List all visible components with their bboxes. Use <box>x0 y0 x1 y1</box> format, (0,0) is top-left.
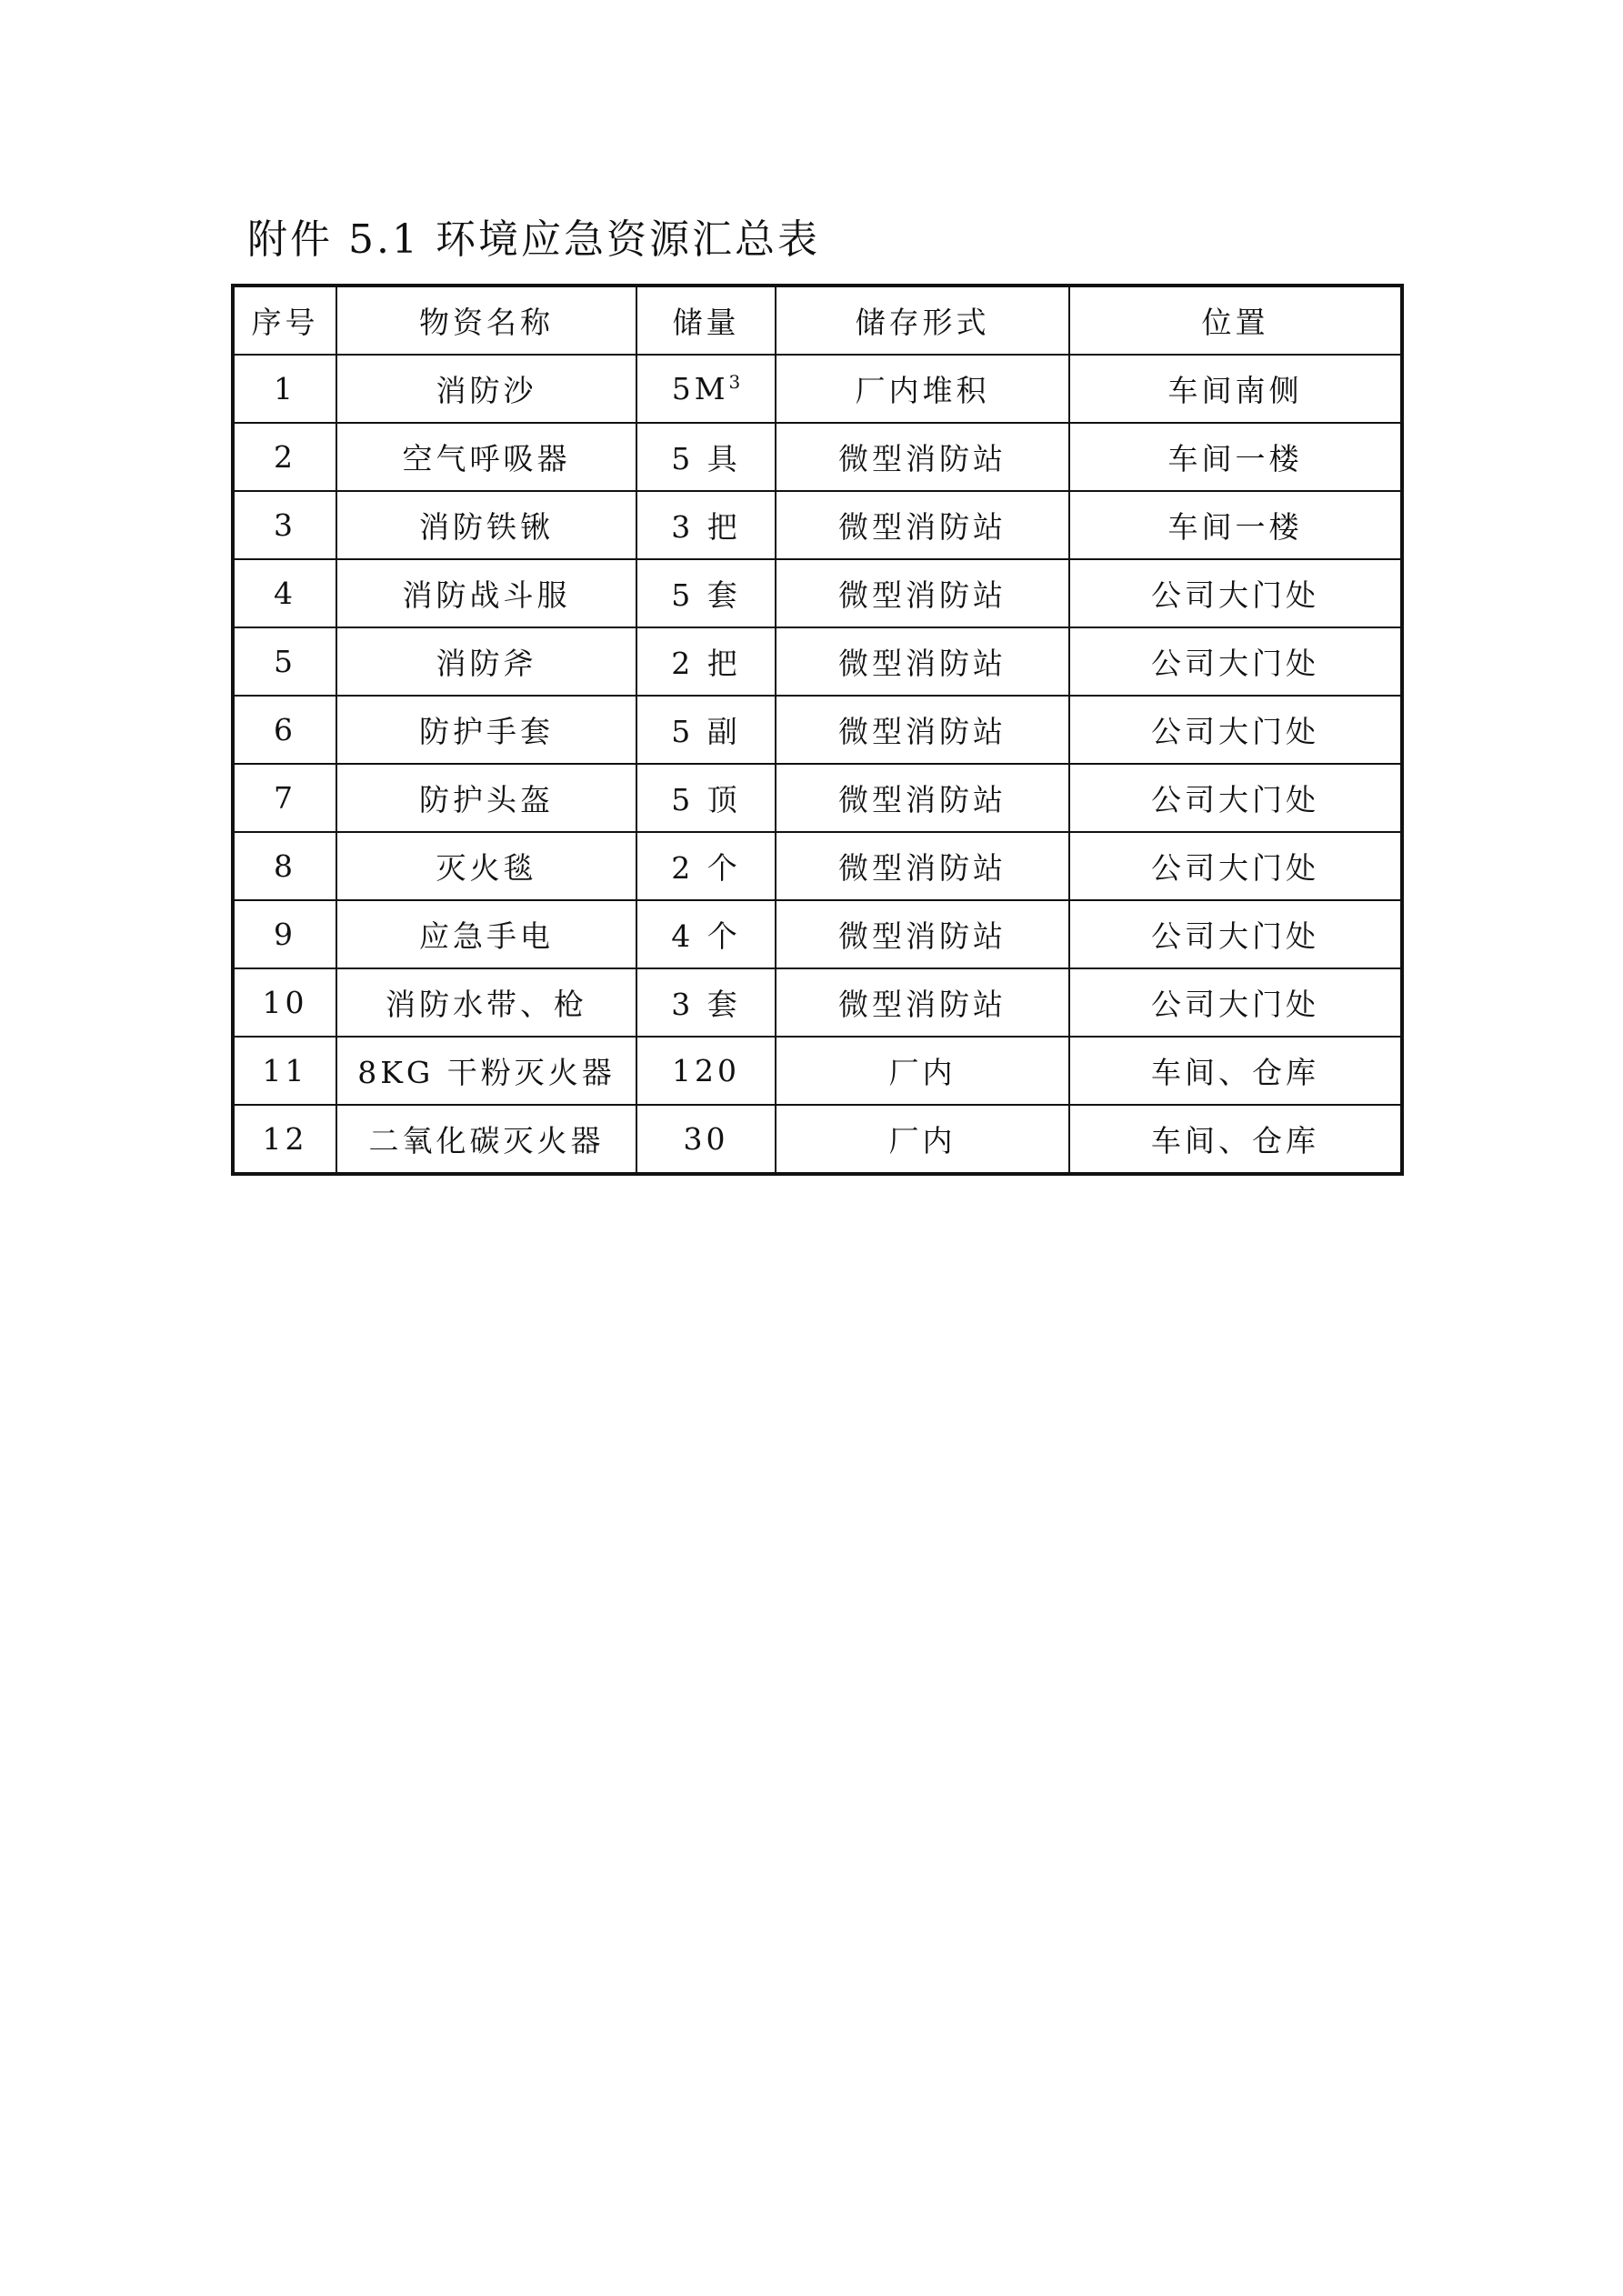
cell-quantity-text: 5M <box>671 371 729 406</box>
cell-quantity <box>636 832 776 900</box>
header-qty: 储量 <box>636 286 776 355</box>
cell-quantity <box>636 696 776 764</box>
cell-location <box>1069 968 1402 1037</box>
cell-seq-text: 10 <box>262 985 308 1020</box>
table-body <box>233 355 1402 1174</box>
cell-quantity-text: 5 具 <box>671 441 741 476</box>
cell-location <box>1069 832 1402 900</box>
table-row <box>233 696 1402 764</box>
table-row <box>233 423 1402 491</box>
resource-table-container <box>231 284 1400 1176</box>
cell-item-name-text: 防护头盔 <box>419 782 554 817</box>
cell-storage-form <box>776 1105 1069 1174</box>
cell-item-name <box>336 423 636 491</box>
cell-quantity-text: 5 顶 <box>671 782 741 817</box>
cell-item-name <box>336 832 636 900</box>
cell-seq-text: 5 <box>274 644 296 679</box>
cell-seq <box>233 832 336 900</box>
cell-seq-text: 8 <box>274 848 296 884</box>
table-row <box>233 900 1402 968</box>
cell-storage-form-text: 微型消防站 <box>838 850 1007 886</box>
cell-storage-form <box>776 1037 1069 1105</box>
cell-quantity <box>636 900 776 968</box>
cell-item-name <box>336 559 636 627</box>
cell-item-name-text: 消防沙 <box>436 373 537 408</box>
cell-quantity-text: 5 套 <box>671 577 741 613</box>
cell-item-name-text: 消防战斗服 <box>402 577 571 613</box>
cell-location-text: 公司大门处 <box>1151 918 1319 954</box>
table-row <box>233 355 1402 423</box>
cell-quantity-text: 2 个 <box>671 850 741 886</box>
cell-seq-text: 1 <box>274 371 296 406</box>
cell-storage-form <box>776 491 1069 559</box>
cell-item-name-text: 二氧化碳灭火器 <box>368 1123 605 1158</box>
cell-location <box>1069 423 1402 491</box>
table-row <box>233 764 1402 832</box>
cell-seq-text: 4 <box>274 576 296 611</box>
cell-location <box>1069 1105 1402 1174</box>
cell-item-name-text: 消防水带、枪 <box>386 987 587 1022</box>
cell-seq-text: 9 <box>274 917 296 952</box>
cell-location <box>1069 355 1402 423</box>
cell-storage-form <box>776 764 1069 832</box>
cell-location-text: 公司大门处 <box>1151 850 1319 886</box>
table-row <box>233 1037 1402 1105</box>
cell-quantity-text: 120 <box>672 1053 740 1088</box>
cell-item-name-text: 消防斧 <box>436 646 537 681</box>
cell-quantity-text: 3 套 <box>671 987 741 1022</box>
cell-quantity <box>636 627 776 696</box>
cell-location-text: 车间一楼 <box>1167 441 1303 476</box>
cell-seq <box>233 696 336 764</box>
cell-quantity <box>636 491 776 559</box>
table-row <box>233 491 1402 559</box>
cell-item-name-text: 应急手电 <box>419 918 554 954</box>
cell-storage-form <box>776 696 1069 764</box>
cell-seq-text: 6 <box>274 712 296 747</box>
cell-item-name-text: 消防铁锹 <box>419 509 554 545</box>
quantity-superscript: 3 <box>728 371 741 393</box>
cell-quantity-text: 3 把 <box>671 509 741 545</box>
cell-storage-form <box>776 355 1069 423</box>
cell-quantity <box>636 764 776 832</box>
cell-quantity <box>636 1037 776 1105</box>
cell-storage-form <box>776 900 1069 968</box>
cell-seq <box>233 491 336 559</box>
resource-table <box>231 284 1404 1176</box>
cell-storage-form <box>776 559 1069 627</box>
cell-location <box>1069 900 1402 968</box>
cell-location <box>1069 559 1402 627</box>
header-name: 物资名称 <box>336 286 636 355</box>
cell-storage-form-text: 微型消防站 <box>838 782 1007 817</box>
cell-quantity <box>636 559 776 627</box>
cell-storage-form-text: 微型消防站 <box>838 577 1007 613</box>
cell-item-name <box>336 1037 636 1105</box>
cell-storage-form <box>776 968 1069 1037</box>
cell-quantity-text: 30 <box>683 1121 729 1157</box>
cell-item-name-text: 空气呼吸器 <box>402 441 571 476</box>
cell-item-name <box>336 1105 636 1174</box>
cell-seq <box>233 968 336 1037</box>
cell-item-name <box>336 900 636 968</box>
cell-item-name <box>336 764 636 832</box>
cell-seq <box>233 423 336 491</box>
cell-location-text: 车间、仓库 <box>1151 1055 1319 1090</box>
cell-item-name-text: 灭火毯 <box>436 850 537 886</box>
cell-storage-form-text: 微型消防站 <box>838 646 1007 681</box>
cell-seq <box>233 627 336 696</box>
cell-seq <box>233 1037 336 1105</box>
cell-item-name-text: 8KG 干粉灭火器 <box>357 1055 616 1090</box>
cell-quantity-text: 5 副 <box>671 714 741 749</box>
cell-quantity-text: 4 个 <box>671 918 741 954</box>
cell-quantity <box>636 423 776 491</box>
table-row <box>233 968 1402 1037</box>
cell-seq-text: 2 <box>274 439 296 475</box>
cell-location-text: 公司大门处 <box>1151 987 1319 1022</box>
cell-storage-form <box>776 627 1069 696</box>
cell-location-text: 公司大门处 <box>1151 714 1319 749</box>
cell-storage-form-text: 厂内 <box>888 1055 957 1090</box>
cell-storage-form <box>776 832 1069 900</box>
cell-item-name <box>336 696 636 764</box>
cell-quantity <box>636 1105 776 1174</box>
cell-location-text: 车间、仓库 <box>1151 1123 1319 1158</box>
cell-item-name-text: 防护手套 <box>419 714 554 749</box>
cell-location <box>1069 1037 1402 1105</box>
table-row <box>233 627 1402 696</box>
cell-location-text: 公司大门处 <box>1151 577 1319 613</box>
cell-storage-form-text: 微型消防站 <box>838 441 1007 476</box>
cell-seq-text: 12 <box>262 1121 308 1157</box>
cell-storage-form-text: 微型消防站 <box>838 987 1007 1022</box>
document-title: 附件 5.1 环境应急资源汇总表 <box>247 216 820 263</box>
cell-location <box>1069 491 1402 559</box>
cell-seq <box>233 764 336 832</box>
table-row <box>233 559 1402 627</box>
cell-seq <box>233 559 336 627</box>
cell-location-text: 车间南侧 <box>1167 373 1303 408</box>
cell-quantity-text: 2 把 <box>671 646 741 681</box>
cell-location <box>1069 627 1402 696</box>
cell-item-name <box>336 968 636 1037</box>
table-row <box>233 1105 1402 1174</box>
cell-storage-form-text: 厂内堆积 <box>855 373 990 408</box>
cell-location <box>1069 696 1402 764</box>
cell-location-text: 公司大门处 <box>1151 782 1319 817</box>
cell-seq <box>233 900 336 968</box>
cell-storage-form-text: 微型消防站 <box>838 918 1007 954</box>
cell-item-name <box>336 491 636 559</box>
cell-location-text: 车间一楼 <box>1167 509 1303 545</box>
cell-seq-text: 7 <box>274 780 296 816</box>
cell-seq <box>233 1105 336 1174</box>
cell-location-text: 公司大门处 <box>1151 646 1319 681</box>
cell-seq-text: 11 <box>262 1053 308 1088</box>
table-row <box>233 832 1402 900</box>
table-header-row <box>233 286 1402 355</box>
cell-location <box>1069 764 1402 832</box>
cell-storage-form <box>776 423 1069 491</box>
cell-seq <box>233 355 336 423</box>
header-seq: 序号 <box>233 286 336 355</box>
cell-storage-form-text: 厂内 <box>888 1123 957 1158</box>
cell-storage-form-text: 微型消防站 <box>838 714 1007 749</box>
cell-item-name <box>336 355 636 423</box>
cell-seq-text: 3 <box>274 507 296 543</box>
cell-item-name <box>336 627 636 696</box>
cell-storage-form-text: 微型消防站 <box>838 509 1007 545</box>
cell-quantity <box>636 968 776 1037</box>
cell-quantity <box>636 355 776 423</box>
header-storage: 储存形式 <box>776 286 1069 355</box>
header-location: 位置 <box>1069 286 1402 355</box>
